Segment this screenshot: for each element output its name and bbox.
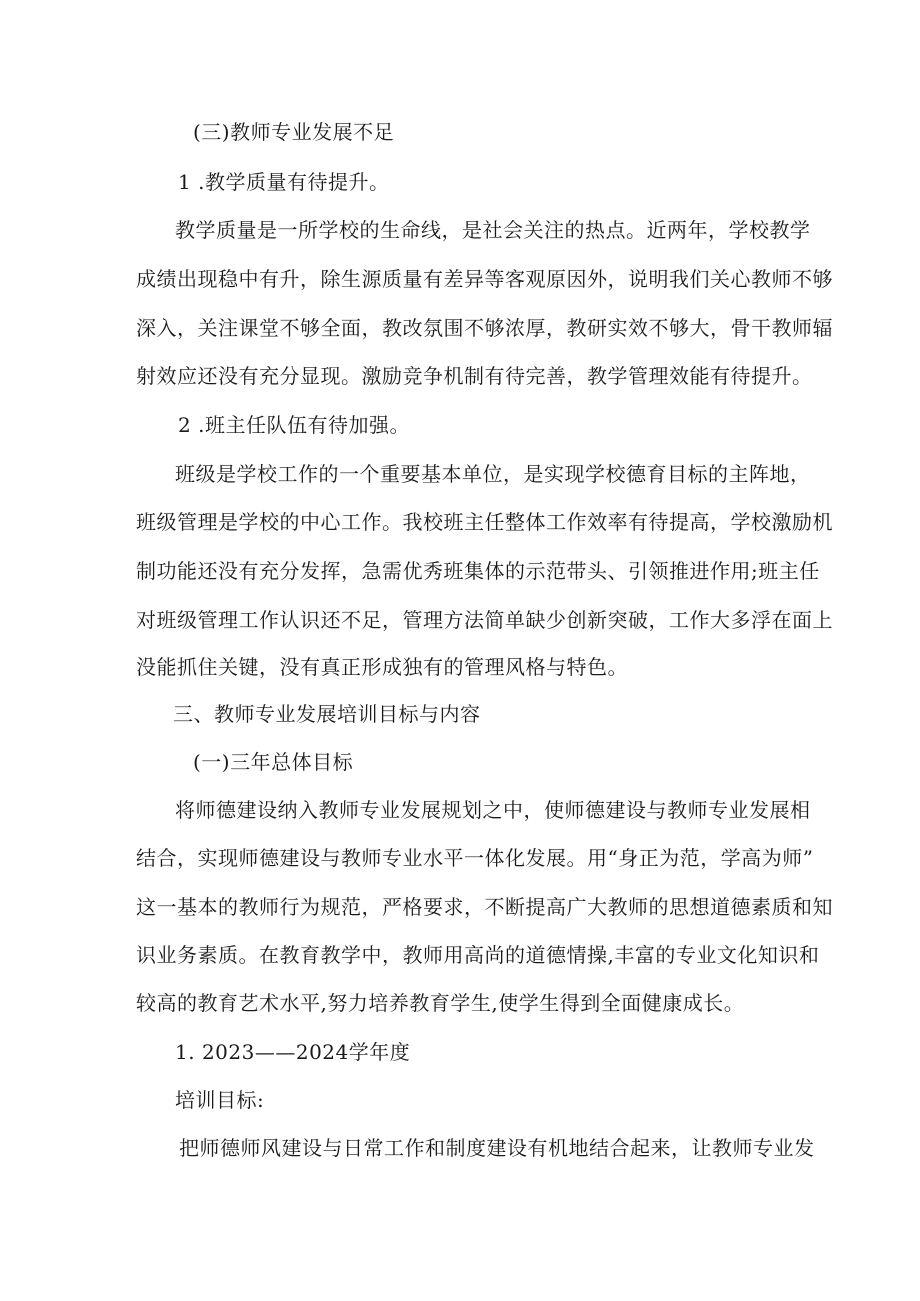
paragraph-line: 深入，关注课堂不够全面，教改氛围不够浓厚，教研实效不够大，骨干教师辐 (136, 316, 833, 340)
year-heading: 1. 2023——2024学年度 (175, 1040, 411, 1064)
paragraph-line: 将师德建设纳入教师专业发展规划之中，使师德建设与教师专业发展相 (175, 798, 811, 822)
chapter-3-heading: 三、教师专业发展培训目标与内容 (173, 702, 481, 726)
paragraph-line: 这一基本的教师行为规范，严格要求，不断提高广大教师的思想道德素质和知 (136, 895, 833, 919)
sub-1-heading: (一)三年总体目标 (193, 750, 354, 774)
paragraph-line: 较高的教育艺术水平,努力培养教育学生,使学生得到全面健康成长。 (136, 991, 745, 1015)
paragraph-line: 射效应还没有充分显现。激励竞争机制有待完善，教学管理效能有待提升。 (136, 364, 813, 388)
item-1-heading: 1 .教学质量有待提升。 (178, 170, 390, 194)
paragraph-line: 结合，实现师德建设与教师专业水平一体化发展。用“身正为范，学高为师” (136, 846, 814, 870)
paragraph-line: 识业务素质。在教育教学中，教师用高尚的道德情操,丰富的专业文化知识和 (136, 943, 820, 967)
paragraph-line: 成绩出现稳中有升，除生源质量有差异等客观原因外，说明我们关心教师不够 (136, 267, 833, 291)
paragraph-line: 班级管理是学校的中心工作。我校班主任整体工作效率有待提高，学校激励机 (136, 510, 833, 534)
paragraph-line: 班级是学校工作的一个重要基本单位，是实现学校德育目标的主阵地， (175, 462, 811, 486)
paragraph-line: 把师德师风建设与日常工作和制度建设有机地结合起来，让教师专业发 (179, 1136, 815, 1160)
paragraph-line: 制功能还没有充分发挥，急需优秀班集体的示范带头、引领推进作用;班主任 (136, 559, 820, 583)
paragraph-line: 对班级管理工作认识还不足，管理方法简单缺少创新突破，工作大多浮在面上 (136, 608, 833, 632)
paragraph-line: 没能抓住关键，没有真正形成独有的管理风格与特色。 (136, 655, 628, 679)
training-goal-label: 培训目标: (175, 1088, 265, 1112)
paragraph-line: 教学质量是一所学校的生命线，是社会关注的热点。近两年，学校教学 (175, 218, 811, 242)
item-2-heading: 2 .班主任队伍有待加强。 (178, 413, 410, 437)
section-3-heading: (三)教师专业发展不足 (193, 120, 395, 144)
